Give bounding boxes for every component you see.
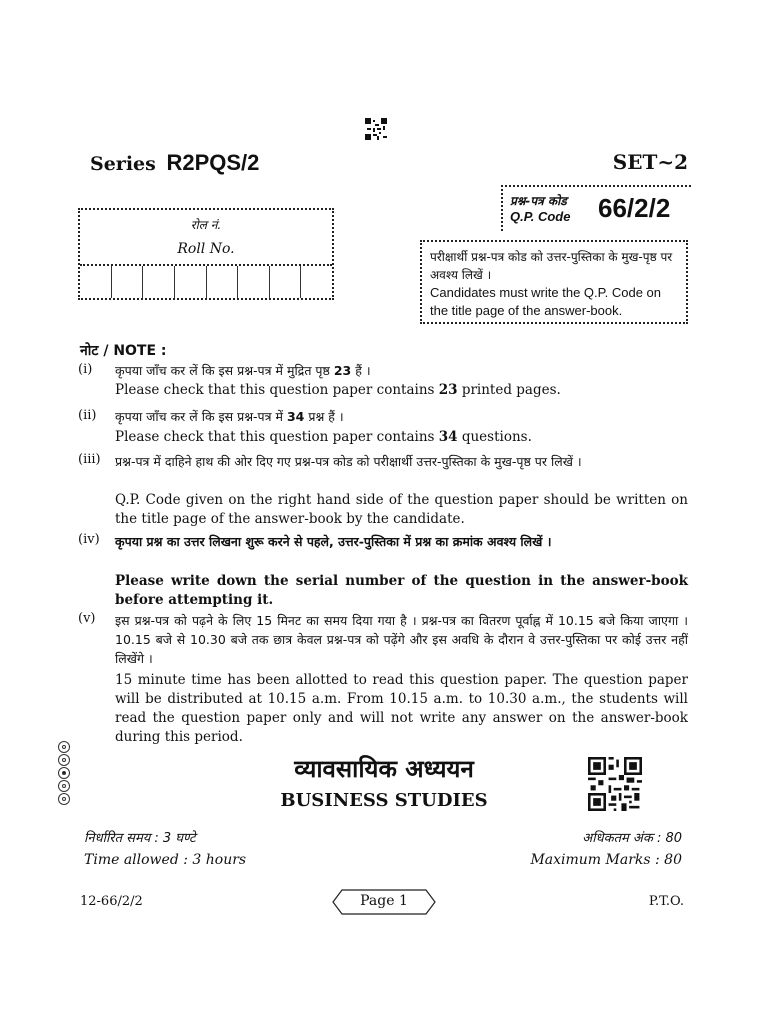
note-item-hindi: इस प्रश्न-पत्र को पढ़ने के लिए 15 मिनट का समय दिया गया है । प्रश्न-पत्र का वितरण पूर्वाह्न में 10.15 बजे किया जाएगा । 10.15 बजे से 10.30 बजे तक छात्र केवल प्रश्न-पत्र को पढ़ेंगे और इस अवधि के दौरान वे उत्तर-पुस्तिका पर कोई उत्तर नहीं लिखेंगे । xyxy=(115,613,688,666)
roll-cell[interactable] xyxy=(270,266,302,298)
series-heading xyxy=(90,150,259,176)
note-item-english: Please check that this question paper contains 34 questions. xyxy=(115,429,532,445)
note-item-number: (iii) xyxy=(78,452,101,467)
note-item-hindi: कृपया जाँच कर लें कि इस प्रश्न-पत्र में 34 प्रश्न हैं । xyxy=(115,409,344,424)
note-item-english: 15 minute time has been allotted to read this question paper. The question paper will be distributed at 10.15 a.m. From 10.15 a.m. to 10.30 a.m., the students will read the question paper only and will not write any answer on the answer-book during this period. xyxy=(115,672,688,745)
subject-title: BUSINESS STUDIES xyxy=(280,790,488,811)
maximum-marks: Maximum Marks : 80 xyxy=(530,852,682,868)
note-item-number: (iv) xyxy=(78,532,100,547)
maximum-marks-hindi: अधिकतम अंक : 80 xyxy=(582,831,682,846)
time-allowed: Time allowed : 3 hours xyxy=(84,852,247,868)
page-indicator xyxy=(332,889,436,915)
roll-label: Roll No. xyxy=(177,241,235,257)
qp-code-value: 66/2/2 xyxy=(598,193,671,223)
note-item-hindi: कृपया प्रश्न का उत्तर लिखना शुरू करने से पहले, उत्तर-पुस्तिका में प्रश्न का क्रमांक अवश्य लिखें । xyxy=(115,534,552,549)
paper-code-footer: 12-66/2/2 xyxy=(80,894,143,909)
roll-cell[interactable] xyxy=(143,266,175,298)
roll-cell[interactable] xyxy=(175,266,207,298)
note-item-number: (i) xyxy=(78,362,93,377)
note-item-english: Q.P. Code given on the right hand side of the question paper should be written on the title page of the answer-book by the candidate. xyxy=(115,492,688,527)
roll-cell[interactable] xyxy=(207,266,239,298)
series-code: R2PQS/2 xyxy=(166,150,260,175)
roll-cell[interactable] xyxy=(301,266,332,298)
note-item-english: Please write down the serial number of the question in the answer-book before attempting it. xyxy=(115,573,688,608)
page-number: Page 1 xyxy=(360,893,408,909)
set-number: SET~2 xyxy=(612,150,688,174)
candidate-notice-box xyxy=(420,240,688,324)
roll-number-cells xyxy=(80,264,332,298)
note-item-english: Please check that this question paper contains 23 printed pages. xyxy=(115,382,561,398)
roll-cell[interactable] xyxy=(80,266,112,298)
roll-label-hindi: रोल नं. xyxy=(190,218,222,232)
candidate-notice-english: Candidates must write the Q.P. Code on the title page of the answer-book. xyxy=(430,285,661,318)
roll-cell[interactable] xyxy=(238,266,270,298)
qp-code-label: Q.P. Code xyxy=(510,209,571,224)
qp-code-label-hindi: प्रश्न-पत्र कोड xyxy=(510,194,567,208)
pto-label: P.T.O. xyxy=(648,894,684,909)
note-title: नोट / NOTE : xyxy=(80,343,167,359)
candidate-notice-hindi: परीक्षार्थी प्रश्न-पत्र कोड को उत्तर-पुस्तिका के मुख-पृष्ठ पर अवश्य लिखें । xyxy=(430,250,673,282)
note-item-number: (v) xyxy=(78,611,96,626)
roll-number-box xyxy=(78,208,334,300)
time-allowed-hindi: निर्धारित समय : 3 घण्टे xyxy=(84,831,196,846)
qr-code-small xyxy=(365,118,387,140)
note-item-hindi: कृपया जाँच कर लें कि इस प्रश्न-पत्र में मुद्रित पृष्ठ 23 हैं । xyxy=(115,363,371,378)
series-label: Series xyxy=(90,153,156,175)
roll-cell[interactable] xyxy=(112,266,144,298)
qr-code xyxy=(588,757,642,811)
subject-title-hindi: व्यावसायिक अध्ययन xyxy=(294,755,474,783)
note-item-number: (ii) xyxy=(78,408,97,423)
note-item-hindi: प्रश्न-पत्र में दाहिने हाथ की ओर दिए गए प्रश्न-पत्र कोड को परीक्षार्थी उत्तर-पुस्तिका के मुख-पृष्ठ पर लिखें । xyxy=(115,454,582,469)
